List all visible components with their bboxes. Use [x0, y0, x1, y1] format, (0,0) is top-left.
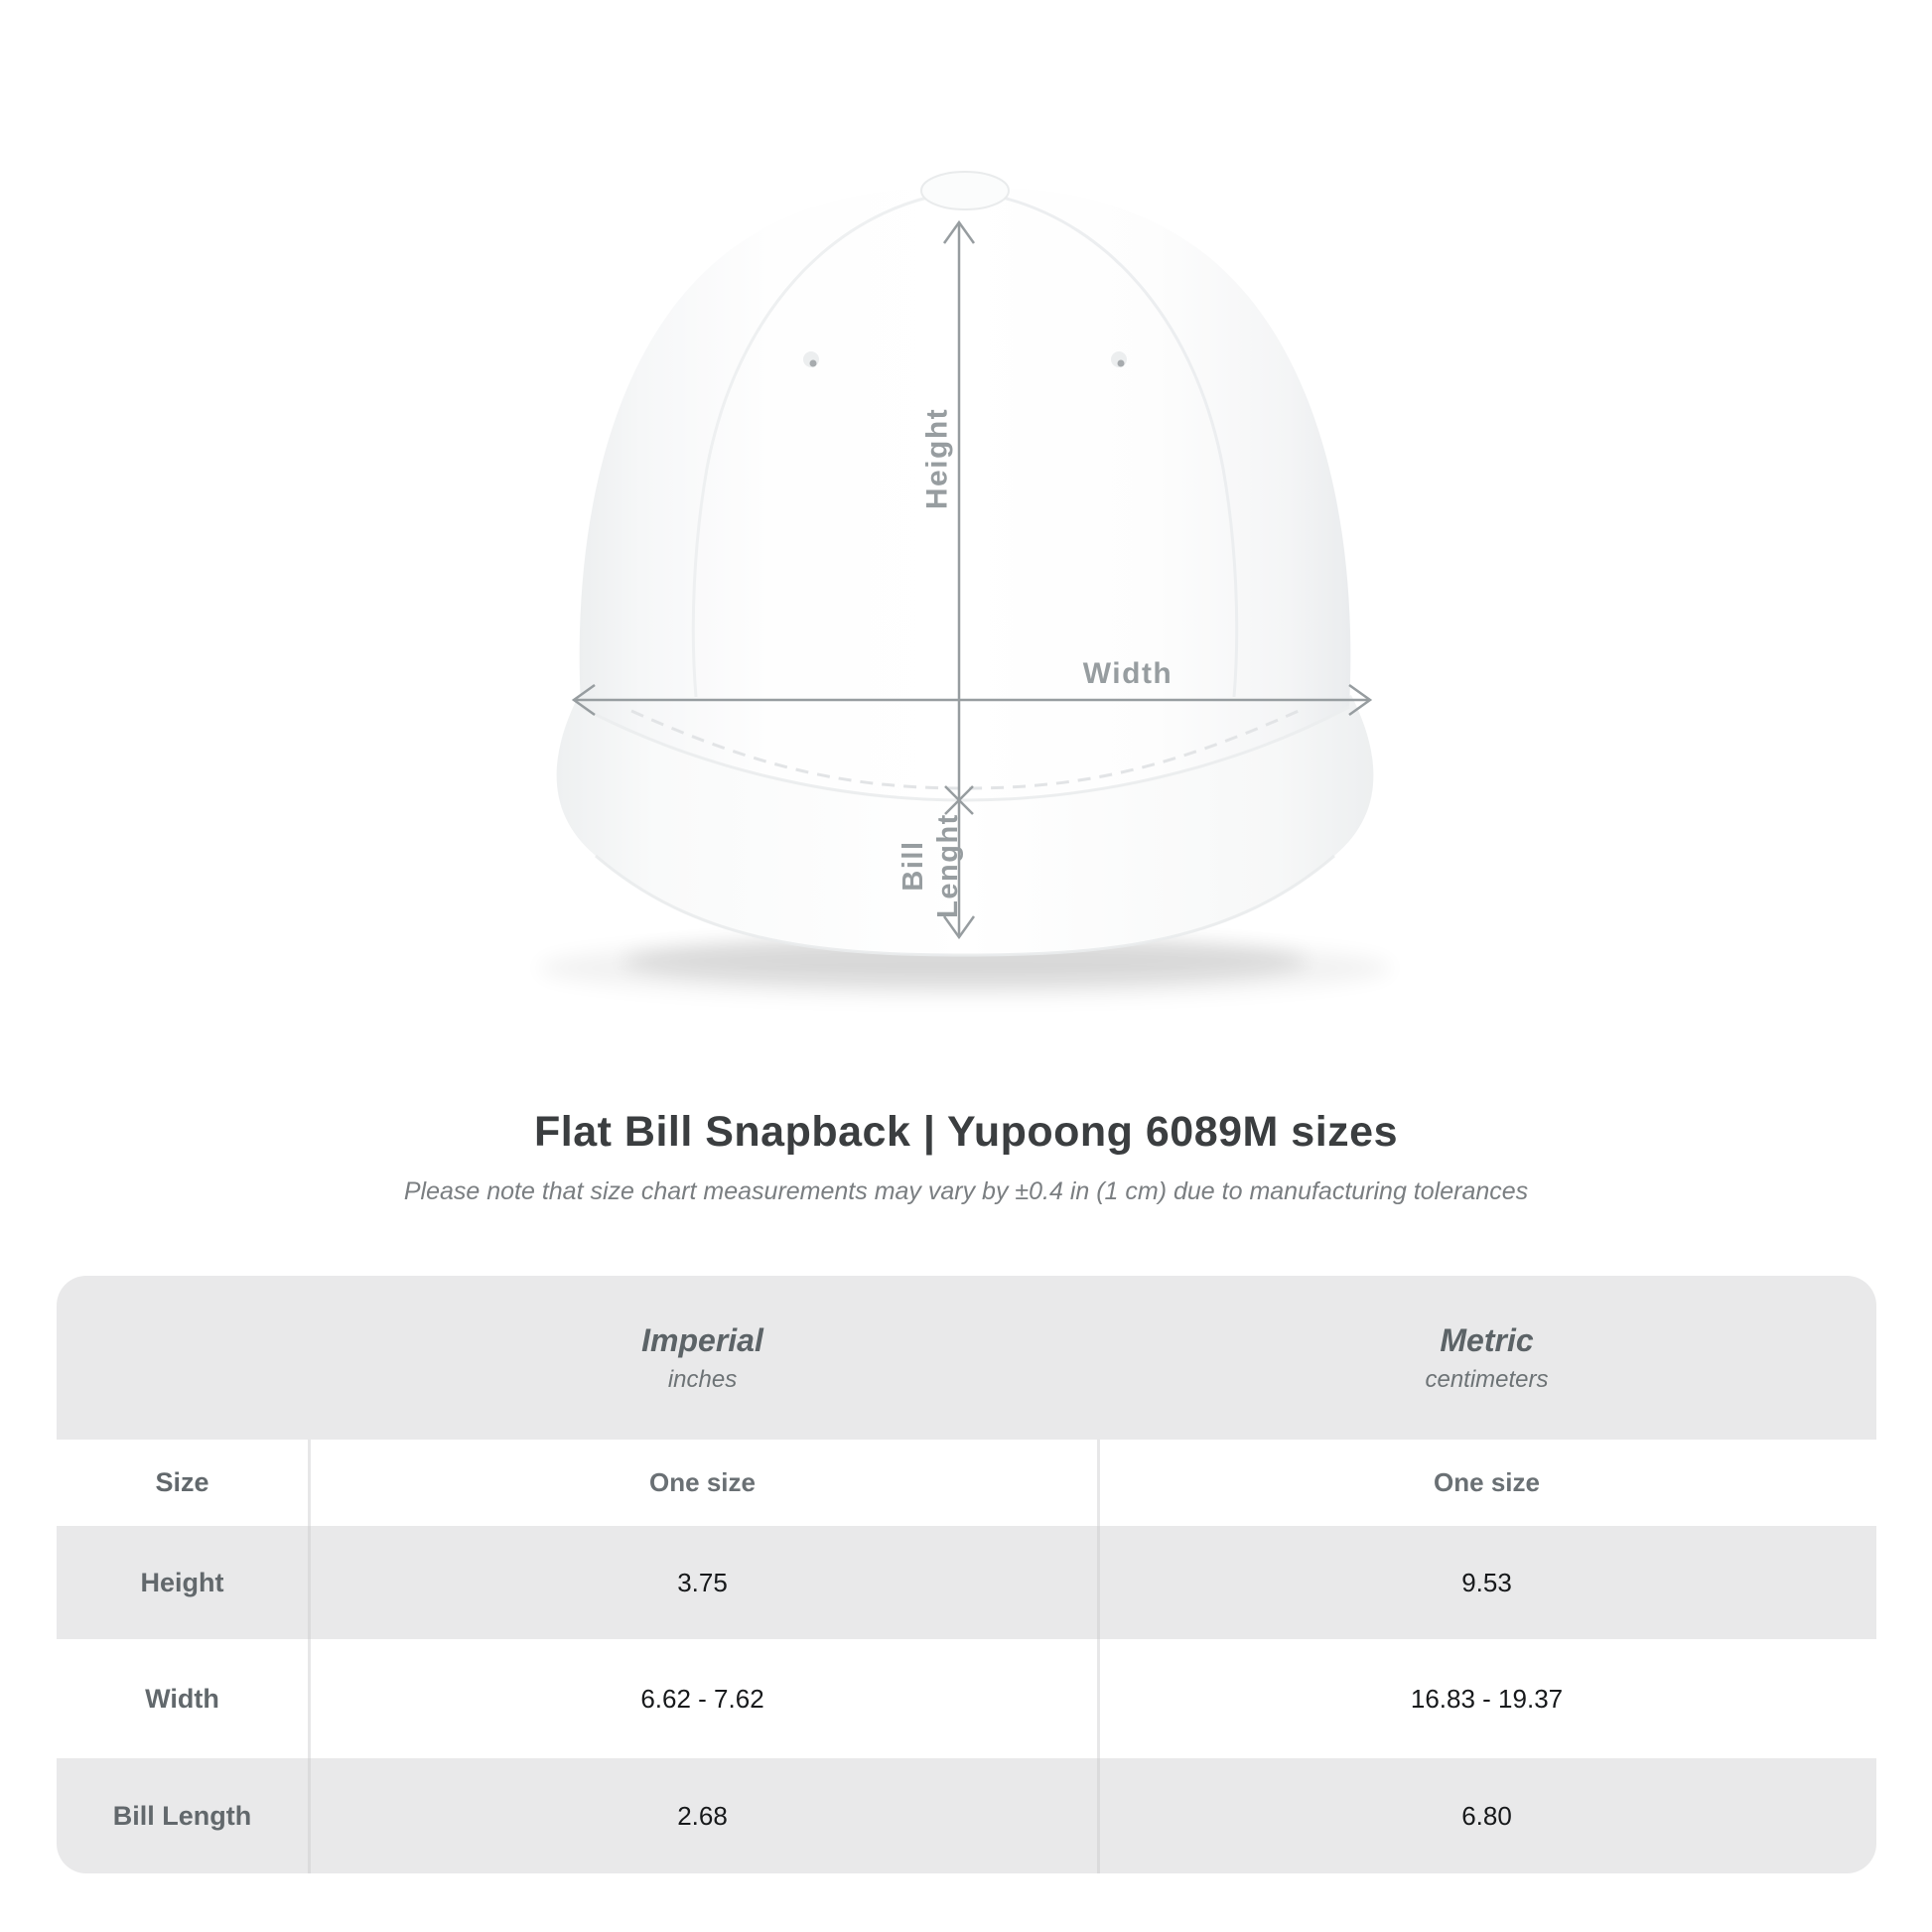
width-dimension-label: Width: [1082, 657, 1173, 690]
row-label-width: Width: [145, 1683, 219, 1714]
metric-column-unit: centimeters: [1425, 1365, 1549, 1393]
bill-length-label-line2: Lenght: [932, 813, 964, 918]
column-divider-1: [308, 1440, 311, 1873]
table-row-size: [57, 1440, 1876, 1526]
row-label-size: Size: [155, 1467, 209, 1497]
bill-length-label-line1: Bill: [897, 840, 929, 892]
page-subtitle: Please note that size chart measurements may vary by ±0.4 in (1 cm) due to manufacturing tolerances: [403, 1177, 1529, 1205]
bill-length-imperial-value: 2.68: [677, 1800, 728, 1831]
header-imperial-cell: [308, 1276, 1097, 1440]
row-label-height: Height: [140, 1567, 224, 1597]
imperial-column-label: Imperial: [641, 1321, 763, 1358]
size-metric-value: One size: [1434, 1467, 1540, 1497]
table-header-row: [57, 1276, 1876, 1440]
header-metric-cell: [1097, 1276, 1876, 1440]
height-dimension-label: Height: [920, 407, 954, 510]
width-metric-value: 16.83 - 19.37: [1410, 1683, 1564, 1714]
eyelet-right: [1111, 351, 1127, 367]
column-divider-2: [1097, 1440, 1100, 1873]
size-imperial-value: One size: [649, 1467, 756, 1497]
hat-crown: [580, 187, 1351, 800]
row-label-bill-length: Bill Length: [112, 1800, 252, 1831]
hat-button: [921, 172, 1009, 209]
height-metric-value: 9.53: [1461, 1567, 1512, 1597]
bill-length-metric-value: 6.80: [1461, 1800, 1512, 1831]
table-row-width: [57, 1639, 1876, 1758]
table-row-height: [57, 1526, 1876, 1639]
page-title: Flat Bill Snapback | Yupoong 6089M sizes: [534, 1108, 1398, 1156]
size-table: [57, 1276, 1876, 1873]
imperial-column-unit: inches: [667, 1365, 738, 1393]
header-spacer-cell: [57, 1276, 308, 1440]
table-row-bill-length: [57, 1758, 1876, 1873]
width-imperial-value: 6.62 - 7.62: [640, 1683, 764, 1714]
eyelet-left: [803, 351, 819, 367]
height-imperial-value: 3.75: [677, 1567, 728, 1597]
metric-column-label: Metric: [1440, 1321, 1534, 1358]
